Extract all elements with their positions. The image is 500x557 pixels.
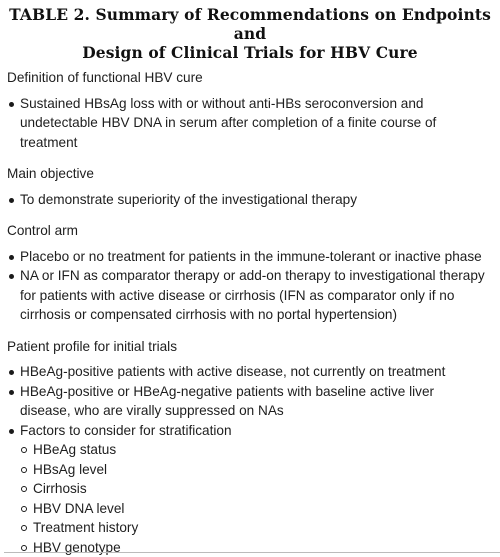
title-line-2: Design of Clinical Trials for HBV Cure: [0, 43, 500, 62]
sub-bullet-item: HBeAg status: [20, 440, 486, 460]
section-patient-profile: [7, 337, 500, 557]
section-objective: [7, 164, 500, 209]
bullet-item-text: Factors to consider for stratification: [20, 423, 232, 438]
sub-bullet-item: Cirrhosis: [20, 479, 486, 499]
table-title: [0, 0, 500, 62]
section-definition: [7, 68, 500, 152]
sub-bullet-item: HBV DNA level: [20, 499, 486, 519]
title-line-1: TABLE 2. Summary of Recommendations on Endpoints and: [0, 5, 500, 43]
sub-bullet-item: Treatment history: [20, 518, 486, 538]
section-control-arm: [7, 221, 500, 325]
section-heading: Main objective: [7, 164, 500, 184]
bottom-rule: [4, 552, 500, 553]
bullet-list: [7, 362, 500, 557]
section-heading: Definition of functional HBV cure: [7, 68, 500, 88]
sub-bullet-item: HBV genotype: [20, 538, 486, 557]
bullet-item: HBeAg-positive or HBeAg-negative patients with baseline active liver disease, who are virally suppressed on NAs: [7, 382, 486, 421]
bullet-item: Sustained HBsAg loss with or without anti-HBs seroconversion and undetectable HBV DNA in serum after completion of a finite course of treatment: [7, 94, 486, 153]
sub-bullet-list: [20, 440, 486, 557]
bullet-item: Placebo or no treatment for patients in the immune-tolerant or inactive phase: [7, 247, 486, 267]
section-heading: Patient profile for initial trials: [7, 337, 500, 357]
table-body: [0, 68, 500, 557]
bullet-item: NA or IFN as comparator therapy or add-on therapy to investigational therapy for patients with active disease or cirrhosis (IFN as comparator only if no cirrhosis or compensated cirrhosis with no portal hypertension): [7, 266, 486, 325]
bullet-item: [7, 421, 486, 557]
sub-bullet-item: HBsAg level: [20, 460, 486, 480]
bullet-list: [7, 190, 500, 210]
bullet-list: [7, 94, 500, 153]
bullet-item: HBeAg-positive patients with active disease, not currently on treatment: [7, 362, 486, 382]
bullet-item: To demonstrate superiority of the investigational therapy: [7, 190, 486, 210]
section-heading: Control arm: [7, 221, 500, 241]
bullet-list: [7, 247, 500, 325]
